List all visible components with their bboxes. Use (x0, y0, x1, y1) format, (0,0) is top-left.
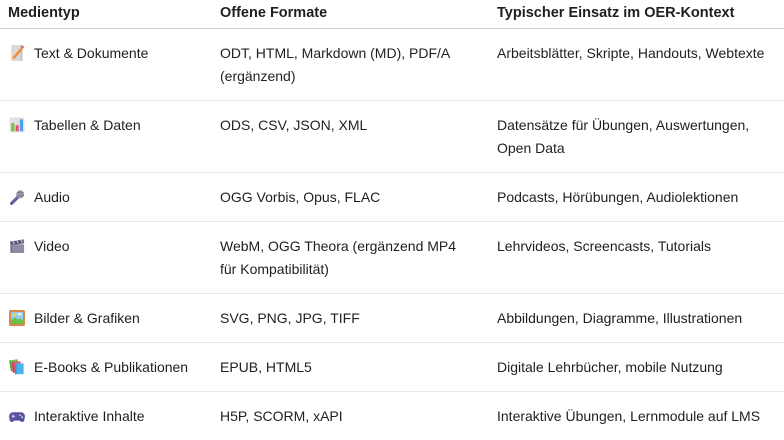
cell-medientyp (0, 343, 220, 392)
table-header (0, 0, 784, 29)
cell-medientyp (0, 173, 220, 222)
column-header-einsatz: Typischer Einsatz im OER-Kontext (497, 0, 784, 29)
cell-einsatz (497, 343, 784, 392)
cell-medientyp (0, 29, 220, 101)
cell-einsatz (497, 29, 784, 101)
bar-chart-icon (8, 116, 26, 134)
table-row (0, 29, 784, 101)
table-row (0, 392, 784, 440)
text-line: ODT, HTML, Markdown (MD), PDF/A (220, 42, 487, 65)
cell-einsatz (497, 392, 784, 440)
cell-einsatz (497, 294, 784, 343)
text-line: für Kompatibilität) (220, 258, 487, 281)
medientyp-label: Interaktive Inhalte (34, 405, 145, 428)
cell-einsatz (497, 173, 784, 222)
medientyp-label: E-Books & Publikationen (34, 356, 188, 379)
medientyp-label: Video (34, 235, 70, 258)
text-line: Interaktive Übungen, Lernmodule auf LMS (497, 405, 774, 428)
clapper-board-icon (8, 237, 26, 255)
text-line: SVG, PNG, JPG, TIFF (220, 307, 487, 330)
memo-icon (8, 44, 26, 62)
text-line: ODS, CSV, JSON, XML (220, 114, 487, 137)
cell-formate (220, 29, 497, 101)
medientyp-label: Text & Dokumente (34, 42, 148, 65)
table-row (0, 101, 784, 173)
table-body (0, 29, 784, 440)
medientyp-label: Audio (34, 186, 70, 209)
text-line: Podcasts, Hörübungen, Audiolektionen (497, 186, 774, 209)
text-line: Abbildungen, Diagramme, Illustrationen (497, 307, 774, 330)
text-line: WebM, OGG Theora (ergänzend MP4 (220, 235, 487, 258)
column-header-offene-formate: Offene Formate (220, 0, 497, 29)
text-line: Arbeitsblätter, Skripte, Handouts, Webtexte (497, 42, 774, 65)
text-line: (ergänzend) (220, 65, 487, 88)
cell-medientyp (0, 222, 220, 294)
medientyp-label: Tabellen & Daten (34, 114, 141, 137)
cell-formate (220, 294, 497, 343)
cell-medientyp (0, 392, 220, 440)
cell-einsatz (497, 101, 784, 173)
framed-picture-icon (8, 309, 26, 327)
microphone-icon (8, 188, 26, 206)
game-controller-icon (8, 407, 26, 425)
cell-formate (220, 173, 497, 222)
cell-formate (220, 343, 497, 392)
cell-formate (220, 101, 497, 173)
text-line: EPUB, HTML5 (220, 356, 487, 379)
table-row (0, 173, 784, 222)
text-line: Lehrvideos, Screencasts, Tutorials (497, 235, 774, 258)
table-row (0, 222, 784, 294)
cell-formate (220, 222, 497, 294)
text-line: OGG Vorbis, Opus, FLAC (220, 186, 487, 209)
column-header-medientyp: Medientyp (0, 0, 220, 29)
text-line: Datensätze für Übungen, Auswertungen, (497, 114, 774, 137)
cell-formate (220, 392, 497, 440)
cell-medientyp (0, 294, 220, 343)
cell-medientyp (0, 101, 220, 173)
text-line: Digitale Lehrbücher, mobile Nutzung (497, 356, 774, 379)
cell-einsatz (497, 222, 784, 294)
books-icon (8, 358, 26, 376)
table-row (0, 343, 784, 392)
text-line: H5P, SCORM, xAPI (220, 405, 487, 428)
text-line: Open Data (497, 137, 774, 160)
medientyp-label: Bilder & Grafiken (34, 307, 140, 330)
table-row (0, 294, 784, 343)
